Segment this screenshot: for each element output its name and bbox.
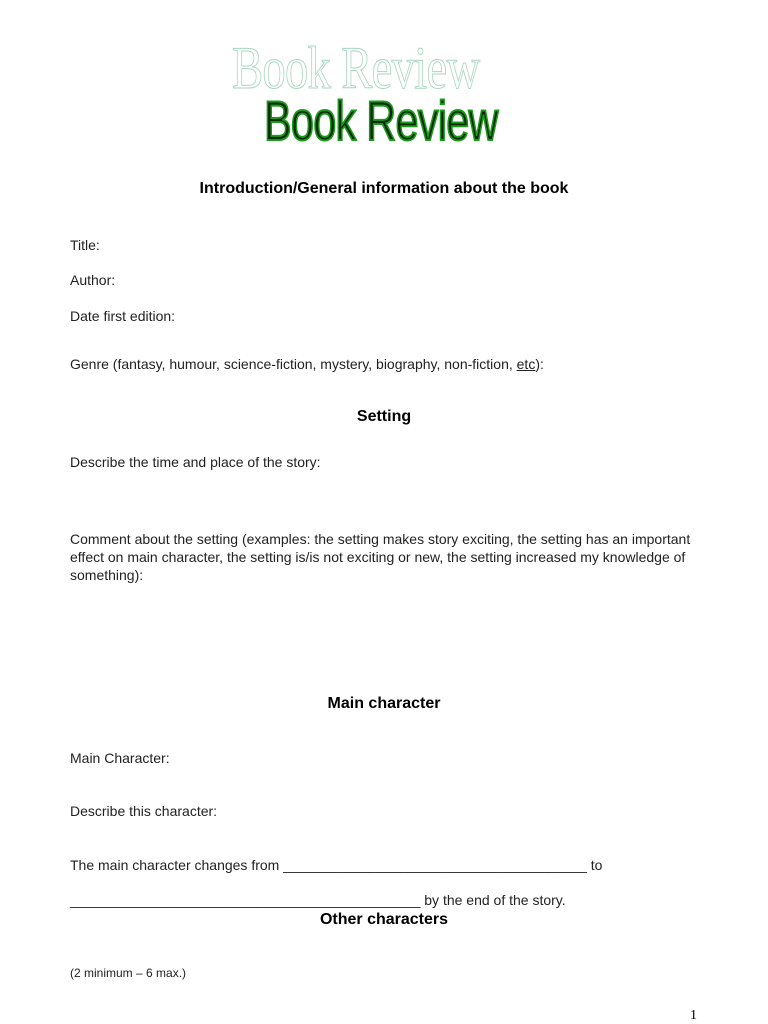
- other-characters-heading: Other characters: [319, 911, 449, 928]
- logo-shadow-text: Book Review: [232, 35, 480, 101]
- character-changes-to: _____________________________________________ by the end of the story.: [70, 892, 566, 908]
- other-characters-note: (2 minimum – 6 max.): [70, 966, 187, 980]
- setting-comment: Comment about the setting (examples: the setting makes story exciting, the setting has an important effect on main character, the setting is/is not exciting or new, the setting increased my knowledge of something):: [70, 531, 691, 583]
- date-first-edition-label: Date first edition:: [70, 308, 176, 324]
- character-changes-from: The main character changes from _______________________________________ to: [70, 857, 603, 873]
- logo-text: Book Review: [264, 89, 498, 152]
- setting-describe: Describe the time and place of the story:: [70, 454, 321, 470]
- main-character-heading: Main character: [327, 695, 441, 712]
- genre-end: ):: [535, 356, 544, 372]
- describe-character-label: Describe this character:: [70, 803, 218, 819]
- genre-text: Genre (fantasy, humour, science-fiction, mystery, biography, non-fiction,: [70, 356, 517, 372]
- setting-heading: Setting: [356, 408, 412, 425]
- title-label: Title:: [70, 237, 100, 253]
- main-character-label: Main Character:: [70, 750, 170, 766]
- author-label: Author:: [70, 272, 116, 288]
- page-number: 1: [690, 1008, 697, 1023]
- genre-label: [70, 356, 544, 372]
- genre-etc: etc: [516, 356, 536, 372]
- intro-heading: Introduction/General information about the book: [199, 180, 569, 197]
